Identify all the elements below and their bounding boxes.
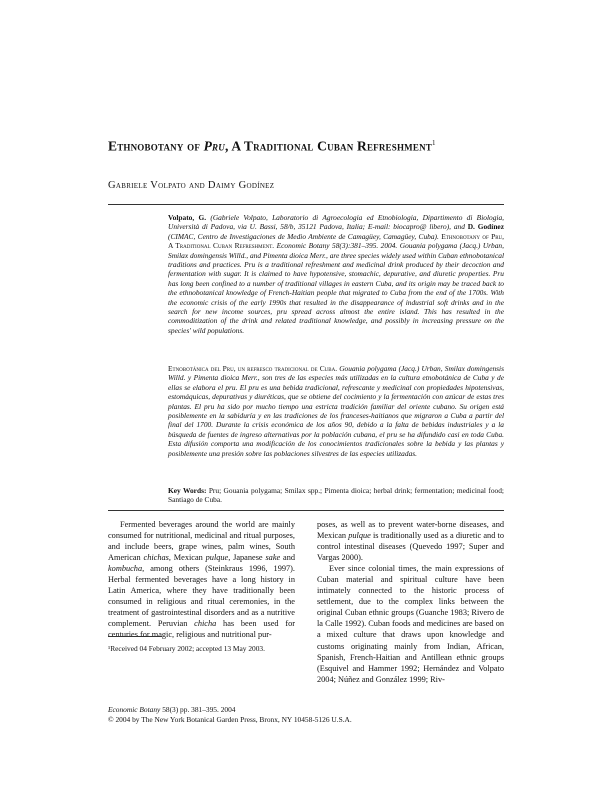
text-italic: chichas	[143, 553, 169, 563]
journal-line-1	[108, 705, 352, 715]
title-part3: , A Traditional Cuban Refreshment	[224, 138, 432, 154]
text-italic: pulque	[205, 553, 229, 563]
footnote: ¹Received 04 February 2002; accepted 13 May 2003.	[108, 644, 265, 653]
affil1: (Gabriele Volpato, Laboratorio di Agroecologia ed Etnobiologia, Dipartimento di Biologia, Università di Padova, via U. Bassi, 58/b, 35121 Padova, Italia; E-mail: biocapro@ libero), and	[168, 213, 504, 232]
left-paragraph-1	[108, 519, 295, 641]
abstract-sc-title: Ethnobotany of Pru, A Traditional Cuban Refreshment	[168, 231, 504, 251]
text-italic: kombucha	[108, 564, 143, 574]
title-part1: Ethnobotany of	[108, 138, 204, 154]
article-title	[108, 134, 508, 156]
affil2: (CIMAC, Centro de Investigaciones de Medio Ambiente de Camagüey, Camagüey, Cuba).	[168, 231, 442, 241]
text: and	[280, 553, 295, 563]
keywords-label: Key Words:	[168, 486, 207, 495]
text: is traditionally used as a diuretic and to control intestinal diseases (Quevedo 1997; Super and Vargas 2000).	[317, 531, 504, 563]
title-footnote-mark: 1	[431, 139, 436, 147]
authors: Gabriele Volpato and Daimy Godínez	[108, 180, 275, 191]
abstract-spanish	[168, 364, 504, 458]
journal-info	[108, 705, 352, 724]
text-italic: sake	[265, 553, 281, 563]
text: Fermented beverages around the world are mainly consumed for nutritional, medicinal and ritual purposes, and include beers, grape wines, palm wines, South American	[108, 520, 295, 563]
title-part2: Pru	[203, 138, 225, 154]
text: , Mexican	[168, 553, 206, 563]
text: poses, as well as to prevent water-borne diseases, and Mexican	[317, 520, 504, 541]
journal-volume: 58(3) pp. 381–395. 2004	[160, 705, 236, 714]
citation: . Economic Botany 58(3):381–395. 2004.	[272, 241, 400, 251]
text-italic: pulque	[348, 531, 371, 541]
resumen-body: Gouania polygama (Jacq.) Urban, Smilax domingensis Willd. y Pimenta dioica Merr., son tres de las especies más utilizadas en la cultura etnobotánica de Cuba y de ellas se elabora el pru. El pru es una bebida tradicional, refrescante y medicinal con propiedades hipotensivas, estomáquicas, depurativas y diuréticas, que se obtiene del cocimiento y la fermentación con azúcar de estas tres plantas. El pru ha sido por mucho tiempo una estricta tradición familiar del oriente cubano. Su origen está posiblemente en la sabiduría y en las tradiciones de los franceses-haitianos que migraron a Cuba a partir del final del 1700. Durante la crisis económica de los años 90, debido a la falta de bebidas industriales y a la búsqueda de fuentes de ingreso alternativas por la población cubana, el pru se ha difundido casi en toda Cuba. Esta difusión comporta una modificación de los conocimientos tradicionales sobre la bebida y las plantas y posiblemente una presión sobre las poblaciones silvestres de las especies utilizadas.	[168, 364, 504, 458]
resumen-sc-title: Etnobotánica del Pru, un refresco tradicional de Cuba.	[168, 364, 338, 373]
text: , among others (Steinkraus 1996, 1997). Herbal fermented beverages have a long history in Latin America, where they have traditionally been consumed in religious and ritual ceremonies, in the treatment of gastrointestinal disorders and as a nutritive complement. Peruvian	[108, 564, 295, 629]
right-paragraph-1	[317, 519, 504, 563]
text: , Japanese	[228, 553, 266, 563]
top-rule	[108, 204, 504, 205]
author1: Volpato, G.	[168, 213, 207, 222]
text: has been used for centuries for magic, religious and nutritional pur-	[108, 619, 295, 640]
footnote-rule	[108, 636, 162, 637]
column-right	[317, 519, 504, 685]
right-paragraph-2: Ever since colonial times, the main expressions of Cuban material and spiritual culture have been intimately connected to the historic process of settlement, due to the complex links between the original Cuban ethnic groups (Guanche 1983; Rivero de la Calle 1992). Cuban foods and medicines are based on a mixed culture that draws upon knowledge and customs originating mainly from Indian, African, Spanish, French-Haitian and Antillean ethnic groups (Esquivel and Hammer 1992; Hernández and Volpato 2004; Núñez and González 1999; Riv-	[317, 564, 504, 684]
copyright-line: © 2004 by The New York Botanical Garden Press, Bronx, NY 10458-5126 U.S.A.	[108, 714, 352, 724]
author2: D. Godínez	[467, 222, 504, 232]
keywords	[168, 486, 504, 505]
journal-name: Economic Botany	[108, 705, 161, 714]
abstract-english	[168, 213, 504, 335]
column-left	[108, 519, 295, 641]
text-italic: chicha	[194, 619, 217, 629]
abstract-body: Gouania polygama (Jacq.) Urban, Smilax domingensis Willd., and Pimenta dioica Merr., are three species widely used within Cuban ethnobotanical traditions and practices. Pru is a traditional refreshment and medicinal drink produced by their decoction and fermentation with sugar. It is claimed to have hypotensive, stomachic, depurative, and diuretic properties. Pru has long been confined to a number of traditional villages in eastern Cuba, and its origin may be traced back to the ethnobotanical knowledge of French-Haitian people that migrated to Cuba from the end of the 1700s. With the economic crisis of the early 1990s that resulted in the disappearance of industrial soft drinks and in the search for new income sources, pru spread across almost the entire island. This has resulted in the commoditization of the drink and related traditional knowledge, and possibly in increasing pressure on the species' wild populations.	[168, 241, 504, 335]
bottom-rule	[108, 510, 504, 511]
keywords-text: Pru; Gouania polygama; Smilax spp.; Pimenta dioica; herbal drink; fermentation; medicinal food; Santiago de Cuba.	[168, 486, 504, 505]
